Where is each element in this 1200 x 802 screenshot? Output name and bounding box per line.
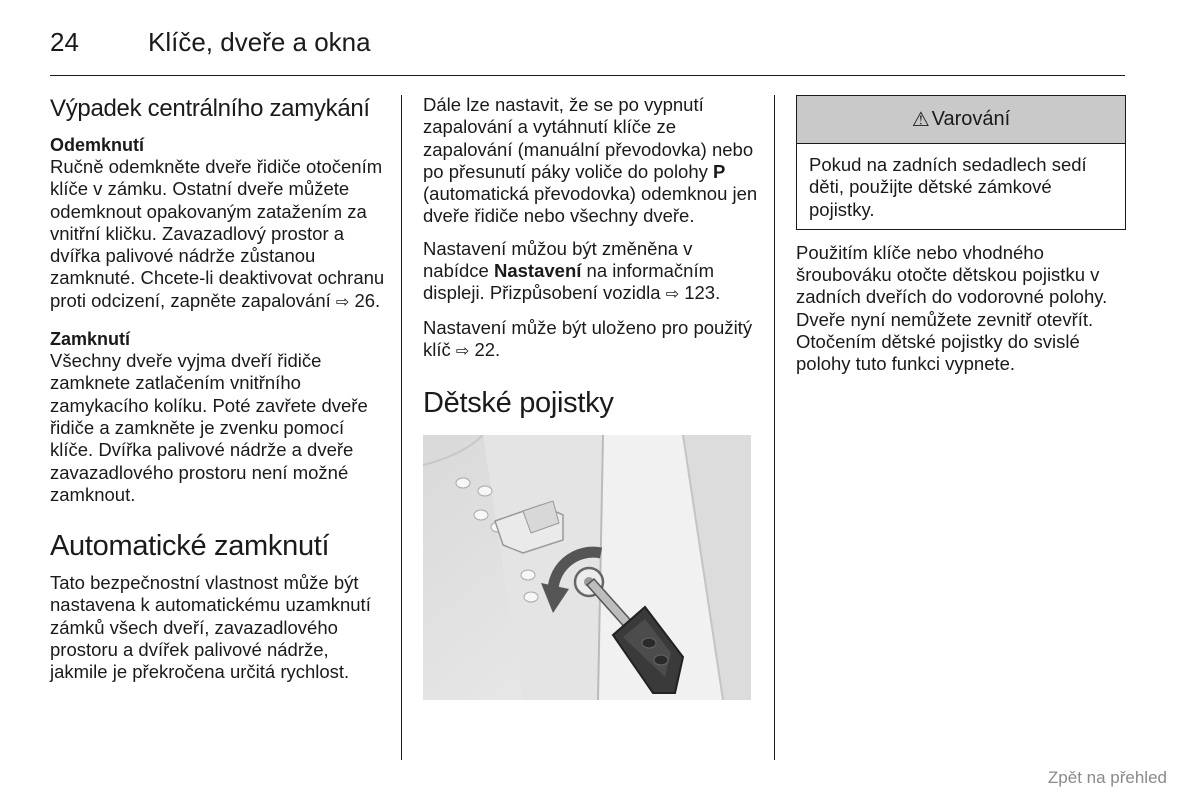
page-number: 24 — [50, 26, 79, 57]
arrow-reference-icon: ⇨ — [665, 286, 680, 304]
arrow-reference-icon: ⇨ — [455, 342, 470, 360]
column-1 — [50, 94, 390, 694]
lock-subheading: Zamknutí — [50, 329, 131, 350]
column-3 — [796, 94, 1126, 386]
warning-header — [797, 96, 1125, 144]
warning-title: Varování — [931, 108, 1011, 130]
gear-position-p: P — [713, 160, 726, 182]
settings-menu-paragraph — [423, 238, 758, 307]
para2-ref-page[interactable]: 123. — [684, 282, 721, 304]
para3-ref-page[interactable]: 22. — [474, 338, 501, 360]
column-divider-left — [401, 95, 402, 760]
unlock-text: Ručně odemkněte dveře řidiče otočením klíče v zámku. Ostatní dveře můžete odemknout opakovaným zatažením za vnitřní kličku. Zavazadlový prostor a dvířka palivové nádrže zůstanou zamknuté. Chcete-li deaktivovat ochranu proti odcizení, zapněte zapalování — [50, 156, 385, 311]
section-title: Klíče, dveře a okna — [148, 26, 371, 57]
warning-triangle-icon: ⚠ — [911, 109, 930, 131]
page-header — [50, 22, 371, 62]
settings-menu-name: Nastavení — [493, 260, 582, 282]
header-divider — [50, 75, 1125, 76]
unlock-ref-page[interactable]: 26. — [354, 289, 381, 311]
warning-box — [796, 95, 1126, 230]
para2-text-a: Nastavení můžou být změněna v nabídce — [423, 237, 693, 282]
child-lock-heading: Dětské pojistky — [423, 387, 614, 420]
child-lock-illustration — [423, 435, 751, 700]
para2-text-b: na informačním displeji. Přizpůsobení vozidla — [423, 260, 715, 304]
column-2 — [423, 94, 758, 705]
unlock-paragraph — [50, 156, 390, 314]
unlock-settings-paragraph — [423, 94, 758, 228]
para1-text-a: Dále lze nastavit, že se po vypnutí zapalování a vytáhnutí klíče ze zapalování (manuální převodovka) nebo po přesunutí páky voliče do polohy — [423, 94, 754, 182]
auto-lock-heading: Automatické zamknutí — [50, 530, 330, 563]
para3-text: Nastavení může být uloženo pro použitý klíč — [423, 316, 753, 360]
key-settings-paragraph — [423, 317, 758, 364]
lock-paragraph: Všechny dveře vyjma dveří řidiče zamknete zatlačením vnitřního zamykacího kolíku. Poté zavřete dveře řidiče a zamkněte je zvenku pomocí klíče. Dvířka palivové nádrže a dveře zavazadlového prostoru není možné zamknout. — [50, 350, 368, 505]
warning-text: Pokud na zadních sedadlech sedí děti, použijte dětské zámkové pojistky. — [809, 154, 1087, 220]
auto-lock-paragraph: Tato bezpečnostní vlastnost může být nastavena k automatickému uzamknutí zámků všech dveří, zavazadlového prostoru a dvířek palivové nádrže, jakmile je překročena určitá rychlost. — [50, 572, 371, 683]
unlock-subheading: Odemknutí — [50, 135, 145, 155]
back-to-overview-link[interactable]: Zpět na přehled — [1047, 768, 1167, 787]
child-lock-instructions: Použitím klíče nebo vhodného šroubováku otočte dětskou pojistku v zadních dveřích do vodorovné polohy. Dveře nyní nemůžete zevnitř otevřít. Otočením dětské pojistky do svislé polohy tuto funkci vypnete. — [796, 241, 1108, 375]
central-lock-failure-heading: Výpadek centrálního zamykání — [50, 95, 370, 122]
arrow-reference-icon: ⇨ — [335, 293, 350, 311]
column-divider-right — [774, 95, 775, 760]
para1-text-b: (automatická převodovka) odemknou jen dveře řidiče nebo všechny dveře. — [423, 183, 758, 227]
